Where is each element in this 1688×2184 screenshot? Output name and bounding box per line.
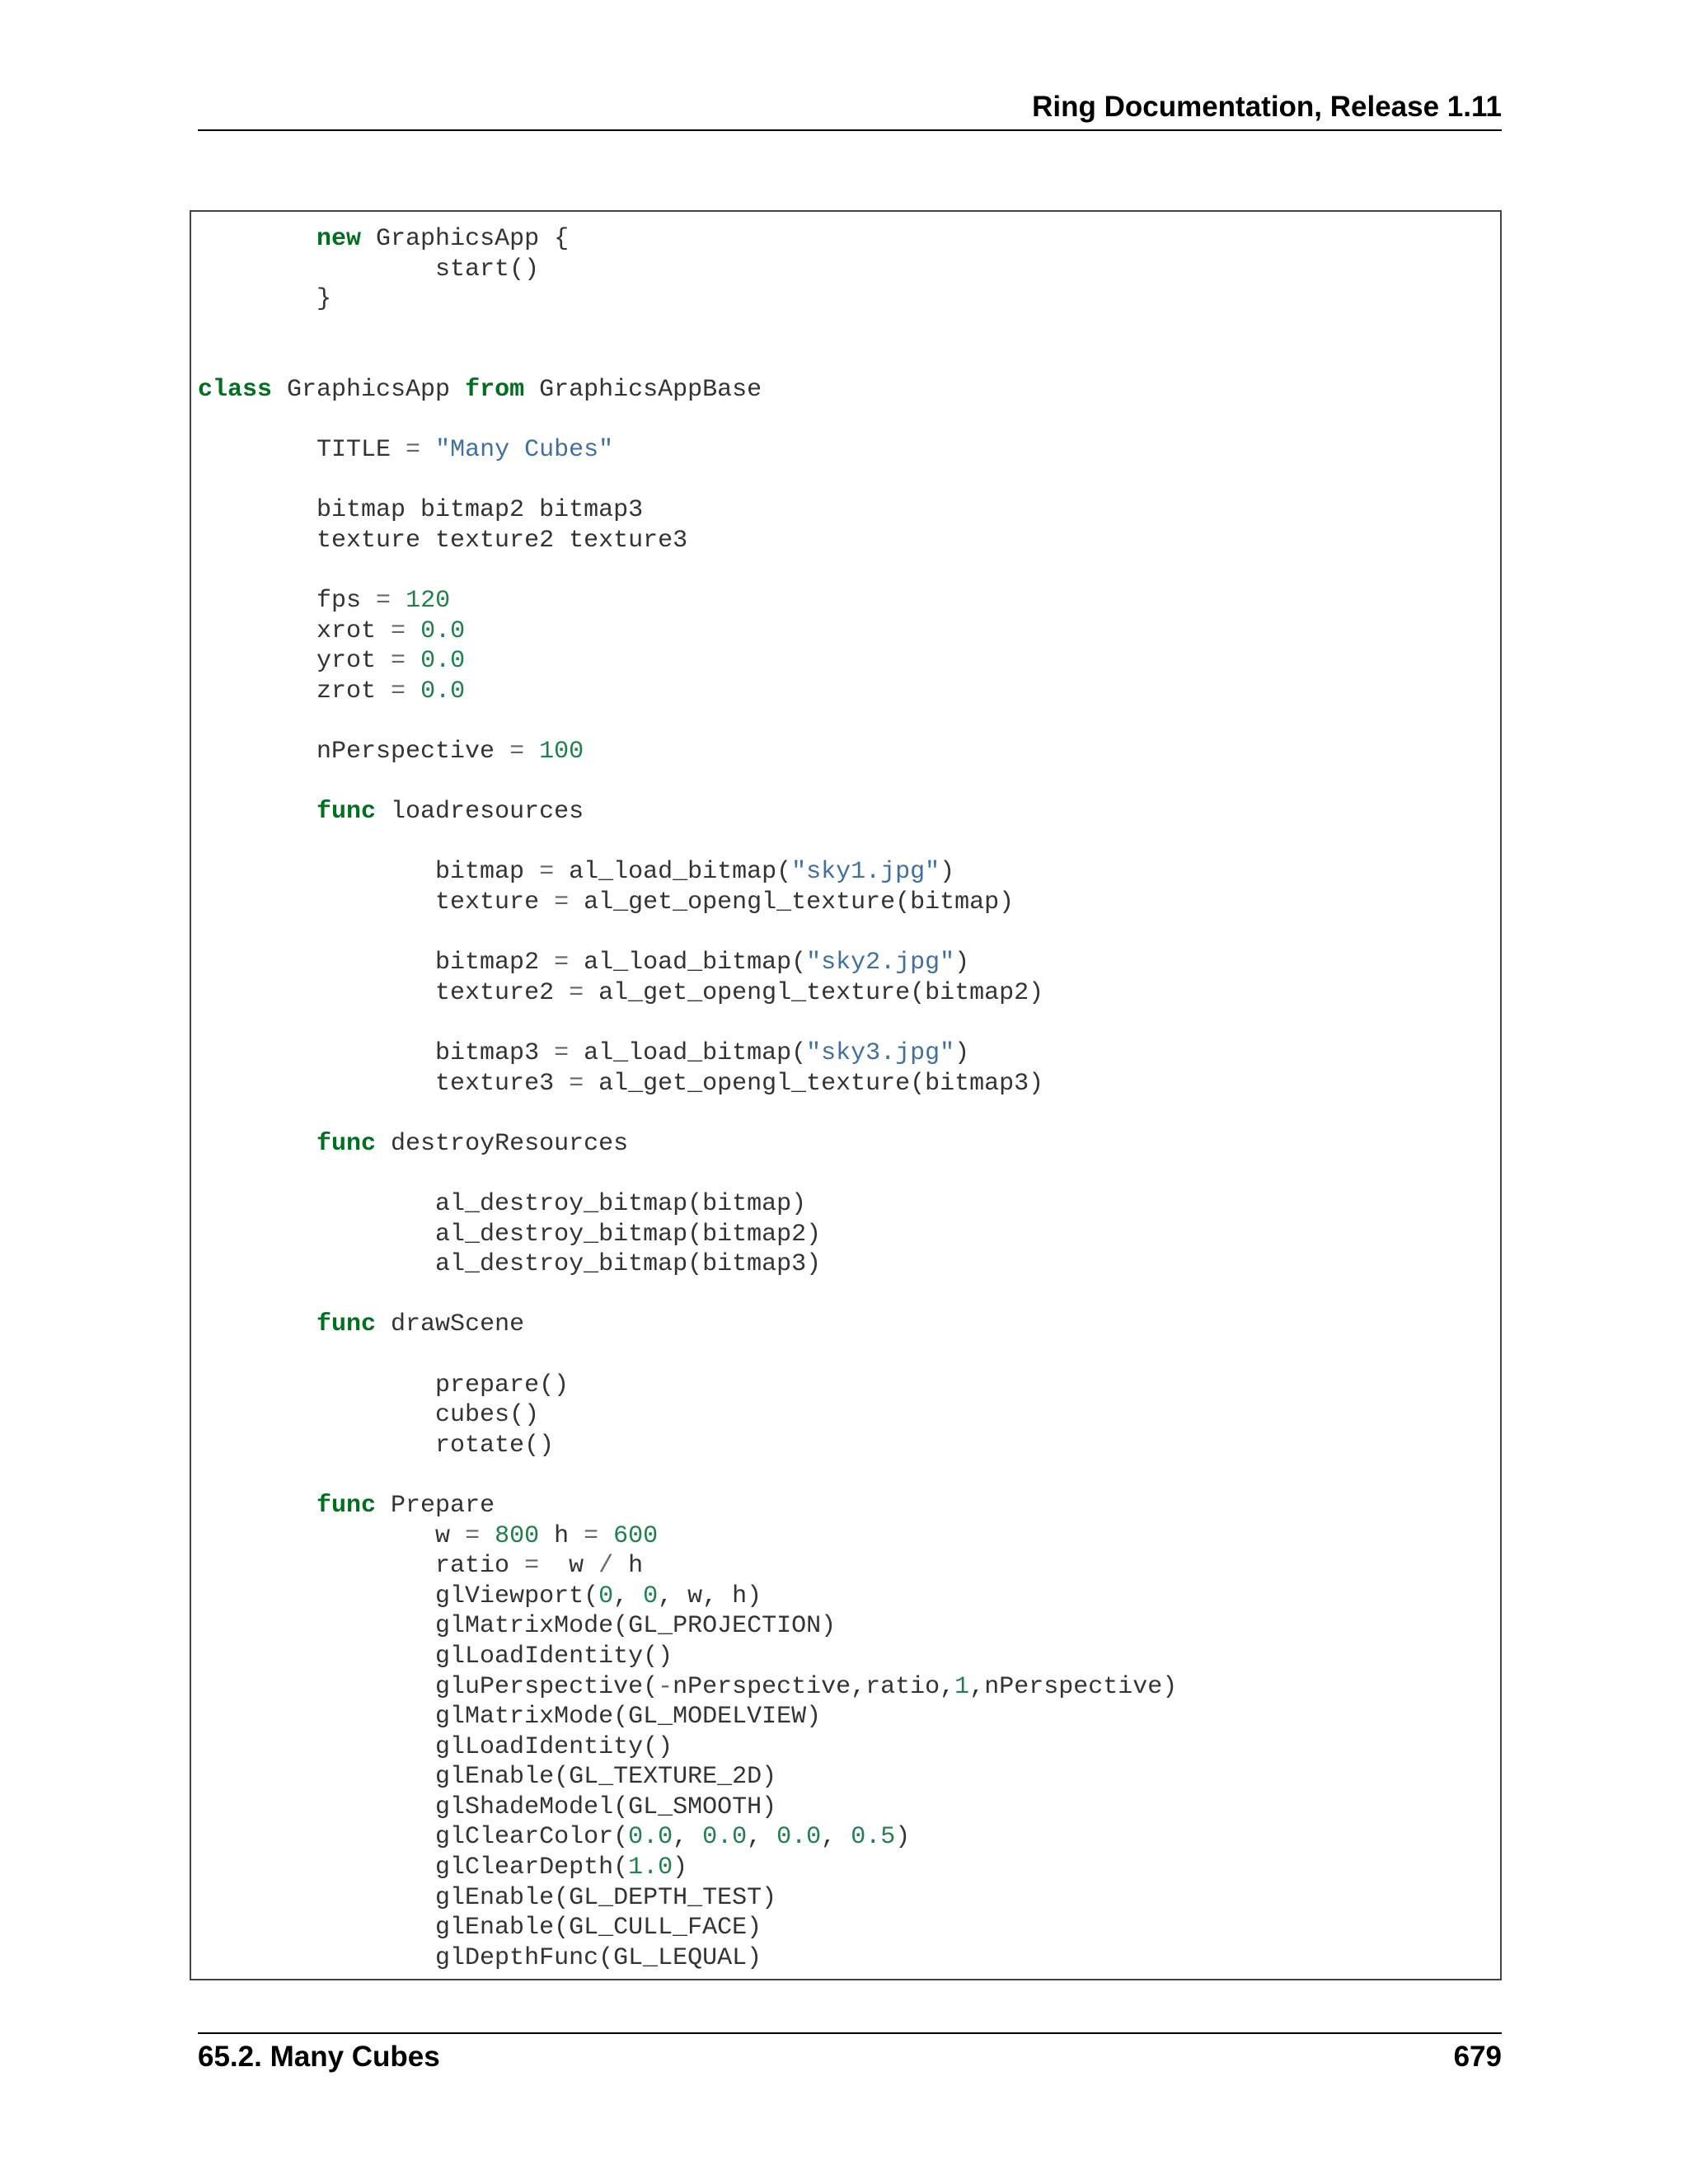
code-token: texture3 [198, 1069, 570, 1098]
code-token: , [673, 1823, 703, 1852]
code-token: "Many Cubes" [435, 436, 614, 465]
code-token: GraphicsAppBase [524, 375, 762, 404]
code-line [198, 315, 1177, 345]
code-token: texture [198, 888, 555, 917]
code-token: h [539, 1521, 584, 1550]
code-line [198, 1702, 1177, 1732]
code-token [524, 738, 539, 766]
code-token: = [391, 616, 406, 645]
code-token: ) [673, 1854, 688, 1882]
code-token: func [316, 798, 377, 827]
code-token: glClearColor( [198, 1823, 629, 1852]
code-line [198, 1521, 1177, 1552]
code-token [420, 436, 435, 464]
footer-page-number: 679 [1453, 2041, 1502, 2073]
code-line [198, 1642, 1177, 1672]
code-token: 0.0 [776, 1823, 822, 1852]
code-token: 0.0 [420, 616, 466, 645]
code-token: fps [198, 587, 377, 616]
code-token: 0.0 [628, 1823, 673, 1852]
code-token: TITLE [198, 436, 406, 465]
code-token: h [613, 1552, 644, 1581]
code-token: ) [895, 1823, 911, 1852]
code-line [198, 1853, 1177, 1883]
code-line [198, 1189, 1177, 1220]
code-line [198, 1129, 1177, 1160]
code-token: w [539, 1552, 599, 1581]
code-token: GraphicsApp [272, 375, 466, 404]
code-line [198, 556, 1177, 587]
code-line [198, 1340, 1177, 1371]
code-line [198, 1793, 1177, 1823]
code-line [198, 616, 1177, 647]
code-token: 1.0 [628, 1854, 673, 1882]
code-line [198, 1431, 1177, 1461]
code-token: destroyResources [376, 1129, 629, 1158]
code-token: gluPerspective( [198, 1672, 659, 1701]
code-token: "sky1.jpg" [791, 858, 940, 887]
code-token: drawScene [376, 1310, 525, 1339]
code-line [198, 737, 1177, 767]
code-token [598, 1522, 613, 1550]
code-token: glEnable(GL_DEPTH_TEST) [198, 1883, 777, 1912]
code-token: , [613, 1582, 644, 1610]
footer-section-title: 65.2. Many Cubes [198, 2041, 440, 2073]
code-token: glEnable(GL_TEXTURE_2D) [198, 1763, 777, 1792]
code-token: / [598, 1552, 614, 1581]
code-token: bitmap3 [198, 1039, 555, 1068]
code-token: 0 [598, 1582, 614, 1610]
code-line [198, 375, 1177, 405]
code-token: bitmap [198, 858, 540, 887]
code-token: ) [954, 1039, 970, 1068]
code-token: 0.5 [851, 1823, 896, 1852]
code-token: ratio [198, 1552, 525, 1581]
code-token: ) [940, 858, 955, 887]
code-line [198, 1913, 1177, 1943]
code-token [198, 1130, 316, 1158]
code-token: ,nPerspective) [969, 1672, 1178, 1701]
code-token: 800 [495, 1521, 540, 1550]
code-line [198, 1762, 1177, 1793]
code-token: yrot [198, 647, 392, 676]
code-line [198, 224, 1177, 255]
code-token: = [539, 858, 555, 887]
code-token: w [198, 1521, 466, 1550]
code-block [198, 224, 1177, 1973]
code-token: func [316, 1129, 377, 1158]
code-token: GraphicsApp { [361, 225, 570, 253]
page-header-title: Ring Documentation, Release 1.11 [1032, 91, 1502, 123]
code-token: 0.0 [420, 647, 466, 676]
code-line [198, 1400, 1177, 1431]
code-token: class [198, 375, 273, 404]
code-token: 600 [613, 1521, 659, 1550]
code-token [406, 617, 420, 645]
code-token: ) [954, 949, 970, 977]
code-token: glMatrixMode(GL_PROJECTION) [198, 1612, 837, 1641]
code-token: al_destroy_bitmap(bitmap) [198, 1190, 807, 1218]
code-token: "sky3.jpg" [806, 1039, 955, 1068]
code-token [198, 225, 316, 253]
code-token: = [569, 1069, 584, 1098]
code-token: loadresources [376, 798, 584, 827]
code-token [480, 1522, 495, 1550]
code-line [198, 707, 1177, 738]
code-token: = [509, 738, 525, 766]
code-line [198, 586, 1177, 616]
code-token: glLoadIdentity() [198, 1732, 673, 1761]
code-token: xrot [198, 616, 392, 645]
code-token: al_destroy_bitmap(bitmap3) [198, 1250, 822, 1279]
code-token [391, 587, 406, 615]
code-token: glEnable(GL_CULL_FACE) [198, 1914, 762, 1943]
code-line [198, 284, 1177, 315]
code-line [198, 1582, 1177, 1612]
code-token: "sky2.jpg" [806, 949, 955, 977]
code-token: , [821, 1823, 851, 1852]
code-token: glViewport( [198, 1582, 599, 1610]
code-token: 0 [643, 1582, 659, 1610]
code-token: 100 [539, 738, 584, 766]
code-token: rotate() [198, 1431, 555, 1460]
code-line [198, 767, 1177, 798]
code-token: } [198, 285, 332, 314]
code-token: nPerspective [198, 738, 510, 766]
code-token: glClearDepth( [198, 1854, 629, 1882]
code-token: nPerspective,ratio, [673, 1672, 955, 1701]
code-token: 0.0 [702, 1823, 748, 1852]
code-token: 120 [406, 587, 451, 616]
code-token: = [391, 677, 406, 705]
code-line [198, 1883, 1177, 1914]
footer-divider [198, 2032, 1502, 2034]
code-line [198, 1371, 1177, 1401]
code-token: al_get_opengl_texture(bitmap3) [584, 1069, 1044, 1098]
code-token: bitmap2 [198, 949, 555, 977]
code-token: func [316, 1491, 377, 1520]
code-token [198, 1492, 316, 1520]
code-token: texture texture2 texture3 [198, 526, 688, 555]
code-token: texture2 [198, 978, 570, 1007]
code-token: glDepthFunc(GL_LEQUAL) [198, 1943, 762, 1972]
code-token: func [316, 1310, 377, 1339]
code-line [198, 1099, 1177, 1129]
code-token: glLoadIdentity() [198, 1642, 673, 1671]
code-token: , w, h) [658, 1582, 762, 1610]
code-token: start() [198, 255, 540, 284]
code-token [198, 1310, 316, 1338]
header-divider [198, 129, 1502, 131]
code-line [198, 1551, 1177, 1582]
code-line [198, 1943, 1177, 1974]
code-token: Prepare [376, 1491, 495, 1520]
code-line [198, 646, 1177, 677]
code-token: = [584, 1521, 599, 1550]
code-token: from [465, 375, 525, 404]
code-token: = [465, 1521, 481, 1550]
code-token: = [376, 587, 392, 616]
code-token: = [524, 1552, 540, 1581]
code-line [198, 1491, 1177, 1521]
code-token [406, 647, 420, 675]
code-token: prepare() [198, 1371, 570, 1399]
code-line [198, 435, 1177, 466]
code-token: = [569, 978, 584, 1007]
code-line [198, 888, 1177, 918]
code-token: zrot [198, 677, 392, 705]
code-token [198, 798, 316, 826]
code-token: = [554, 1039, 570, 1068]
code-token: glShadeModel(GL_SMOOTH) [198, 1793, 777, 1821]
code-token: al_load_bitmap( [554, 858, 792, 887]
code-line [198, 405, 1177, 436]
code-line [198, 495, 1177, 526]
code-token: al_destroy_bitmap(bitmap2) [198, 1220, 822, 1249]
code-line [198, 1732, 1177, 1763]
code-line [198, 466, 1177, 496]
code-token [406, 677, 420, 705]
code-line [198, 1460, 1177, 1491]
code-line [198, 827, 1177, 858]
code-token: = [554, 949, 570, 977]
code-token: al_load_bitmap( [569, 1039, 807, 1068]
code-token: 1 [954, 1672, 970, 1701]
code-token: 0.0 [420, 677, 466, 705]
code-token: new [316, 225, 362, 253]
code-token: cubes() [198, 1401, 540, 1430]
code-line [198, 1220, 1177, 1250]
code-line [198, 1822, 1177, 1853]
code-line [198, 1159, 1177, 1189]
code-token: = [391, 647, 406, 676]
code-token: = [554, 888, 570, 917]
code-line [198, 1611, 1177, 1642]
code-token: - [658, 1672, 673, 1701]
code-line [198, 1038, 1177, 1069]
code-token: al_get_opengl_texture(bitmap) [569, 888, 1015, 917]
code-line [198, 948, 1177, 978]
code-token: = [406, 436, 421, 465]
code-line [198, 344, 1177, 375]
code-line [198, 1672, 1177, 1703]
code-line [198, 255, 1177, 285]
code-token: , [747, 1823, 777, 1852]
code-line [198, 797, 1177, 827]
code-line [198, 1310, 1177, 1340]
code-line [198, 1249, 1177, 1280]
code-line [198, 677, 1177, 707]
code-token: glMatrixMode(GL_MODELVIEW) [198, 1703, 822, 1732]
code-line [198, 857, 1177, 888]
code-token: al_get_opengl_texture(bitmap2) [584, 978, 1044, 1007]
code-token: al_load_bitmap( [569, 949, 807, 977]
code-line [198, 918, 1177, 949]
code-token: bitmap bitmap2 bitmap3 [198, 496, 644, 525]
code-line [198, 978, 1177, 1009]
code-line [198, 526, 1177, 556]
code-line [198, 1008, 1177, 1038]
code-line [198, 1069, 1177, 1099]
code-line [198, 1280, 1177, 1310]
